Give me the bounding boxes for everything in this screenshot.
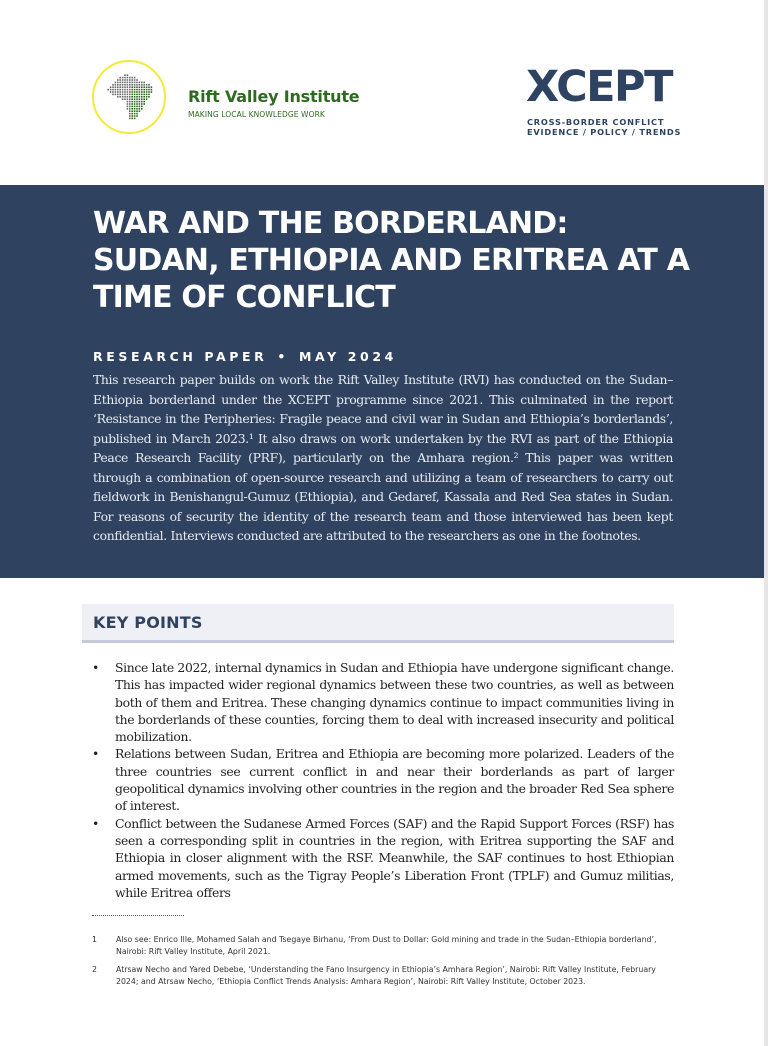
map-dot: [134, 110, 136, 112]
map-dot: [134, 101, 136, 103]
map-dot: [131, 91, 133, 93]
map-dot: [115, 94, 117, 96]
map-dot: [134, 89, 136, 91]
key-points-heading: KEY POINTS: [93, 613, 203, 632]
map-dot: [134, 91, 136, 93]
map-dot: [124, 79, 126, 81]
map-dot: [146, 86, 148, 88]
map-dot: [143, 82, 145, 84]
title-line-3: TIME OF CONFLICT: [93, 280, 395, 315]
doc-type: RESEARCH PAPER: [93, 349, 268, 364]
footnote-number: 2: [92, 965, 97, 974]
map-dot: [115, 91, 117, 93]
map-dot: [139, 96, 141, 98]
map-dot: [136, 103, 138, 105]
map-dot: [131, 77, 133, 79]
map-dot: [134, 86, 136, 88]
map-dot: [124, 98, 126, 100]
map-dot: [136, 113, 138, 115]
map-dot: [127, 74, 129, 76]
key-point-text: Since late 2022, internal dynamics in Sudan and Ethiopia have undergone significant change. This has impacted wider regional dynamics between these two countries, as well as between both of them and Eritrea. These changing dynamics continue to impact communities living in the borderlands of these counties, forcing them to deal with increased insecurity and political mobilization.: [115, 660, 674, 745]
map-dot: [124, 91, 126, 93]
map-dot: [129, 115, 131, 117]
bullet-icon: •: [92, 746, 99, 762]
key-point-text: Relations between Sudan, Eritrea and Ethiopia are becoming more polarized. Leaders of the three countries see current conflict in and near their borderlands as part of larger geopolitical dynamics involving other countries in the region and the broader Red Sea sphere of interest.: [115, 746, 674, 814]
map-dot: [141, 91, 143, 93]
map-dot: [141, 84, 143, 86]
map-dot: [131, 101, 133, 103]
map-dot: [134, 77, 136, 79]
paper-subhead: [93, 349, 397, 364]
map-dot: [117, 89, 119, 91]
map-dot: [151, 91, 153, 93]
rvi-logo: [92, 60, 164, 132]
map-dot: [143, 96, 145, 98]
map-dot: [119, 84, 121, 86]
map-dot: [127, 106, 129, 108]
map-dot: [148, 96, 150, 98]
key-point-item: [92, 815, 674, 901]
map-dot: [129, 113, 131, 115]
map-dot: [136, 101, 138, 103]
map-dot: [136, 106, 138, 108]
map-dot: [124, 77, 126, 79]
map-dot: [122, 86, 124, 88]
map-dot: [134, 108, 136, 110]
map-dot: [131, 113, 133, 115]
map-dot: [141, 86, 143, 88]
map-dot: [148, 91, 150, 93]
map-dot: [134, 96, 136, 98]
map-dot: [141, 82, 143, 84]
map-dot: [131, 84, 133, 86]
map-dot: [136, 89, 138, 91]
map-dot: [122, 96, 124, 98]
map-dot: [134, 118, 136, 120]
map-dot: [117, 94, 119, 96]
map-dot: [131, 86, 133, 88]
map-dot: [124, 86, 126, 88]
key-points-header: [82, 604, 674, 643]
map-dot: [127, 91, 129, 93]
map-dot: [127, 101, 129, 103]
map-dot: [151, 86, 153, 88]
map-dot: [139, 110, 141, 112]
map-dot: [131, 94, 133, 96]
map-dot: [139, 89, 141, 91]
map-dot: [107, 89, 109, 91]
key-points-list: [92, 659, 674, 901]
map-dot: [112, 91, 114, 93]
map-dot: [141, 98, 143, 100]
map-dot: [141, 106, 143, 108]
map-dot: [143, 91, 145, 93]
subhead-separator: •: [277, 349, 289, 364]
map-dot: [129, 108, 131, 110]
map-dot: [136, 91, 138, 93]
map-dot: [117, 82, 119, 84]
map-dot: [134, 82, 136, 84]
map-dot: [146, 89, 148, 91]
map-dot: [110, 91, 112, 93]
map-dot: [136, 82, 138, 84]
bullet-icon: •: [92, 815, 99, 831]
map-dot: [139, 82, 141, 84]
map-dot: [134, 106, 136, 108]
footnote-text: Atrsaw Necho and Yared Debebe, ‘Understanding the Fano Insurgency in Ethiopia’s Amhara Region’, Nairobi: Rift Valley Institute, February 2024; and Atrsaw Necho, ‘Ethiopia Conflict Trends Analysis: Amhara Region’, Nairobi: Rift Valley Institute, October 2023.: [116, 965, 656, 986]
map-dot: [127, 94, 129, 96]
map-dot: [139, 108, 141, 110]
map-dot: [143, 86, 145, 88]
map-dot: [124, 96, 126, 98]
map-dot: [131, 108, 133, 110]
map-dot: [146, 96, 148, 98]
map-dot: [129, 89, 131, 91]
map-dot: [115, 84, 117, 86]
map-dot: [143, 98, 145, 100]
xcept-subtitle-line-1: CROSS-BORDER CONFLICT: [527, 117, 665, 127]
map-dot: [146, 84, 148, 86]
map-dot: [122, 94, 124, 96]
map-dot: [134, 94, 136, 96]
map-dot: [129, 79, 131, 81]
map-dot: [131, 118, 133, 120]
paper-title: [93, 205, 733, 316]
map-dot: [117, 79, 119, 81]
map-dot: [127, 89, 129, 91]
footnote-rule: [92, 915, 184, 916]
map-dot: [110, 89, 112, 91]
map-dot: [129, 84, 131, 86]
map-dot: [129, 91, 131, 93]
map-dot: [136, 110, 138, 112]
map-dot: [117, 91, 119, 93]
map-dot: [124, 89, 126, 91]
intro-paragraph: This research paper builds on work the Rift Valley Institute (RVI) has conducted on the Sudan–Ethiopia borderland under the XCEPT programme since 2021. This culminated in the report ‘Resistance in the Peripheries: Fragile peace and civil war in Sudan and Ethiopia’s borderlands’, published in March 2023.¹ It also draws on work undertaken by the RVI as part of the Ethiopia Peace Research Facility (PRF), particularly on the Amhara region.² This paper was written through a combination of open-source research and utilizing a team of researchers to carry out fieldwork in Benishangul-Gumuz (Ethiopia), and Gedaref, Kassala and Red Sea states in Sudan. For reasons of security the identity of the research team and those interviewed has been kept confidential. Interviews conducted are attributed to the researchers as one in the footnotes.: [93, 372, 673, 543]
xcept-subtitle-line-2: EVIDENCE / POLICY / TRENDS: [527, 127, 682, 137]
map-dot: [129, 96, 131, 98]
map-dot: [129, 101, 131, 103]
map-dot: [122, 89, 124, 91]
map-dot: [139, 106, 141, 108]
map-dot: [127, 82, 129, 84]
map-dot: [119, 79, 121, 81]
map-dot: [119, 77, 121, 79]
map-dot: [112, 86, 114, 88]
map-dot: [136, 108, 138, 110]
map-dot: [119, 82, 121, 84]
map-dot: [119, 89, 121, 91]
map-dot: [112, 89, 114, 91]
map-dot: [151, 89, 153, 91]
map-dot: [119, 91, 121, 93]
map-dot: [124, 84, 126, 86]
key-point-text: Conflict between the Sudanese Armed Forces (SAF) and the Rapid Support Forces (RSF) has seen a corresponding split in countries in the region, with Eritrea supporting the SAF and Ethiopia in closer alignment with the RSF. Meanwhile, the SAF continues to host Ethiopian armed movements, such as the Tigray People’s Liberation Front (TPLF) and Gumuz militias, while Eritrea offers: [115, 815, 674, 900]
map-dot: [136, 98, 138, 100]
map-dot: [134, 98, 136, 100]
map-dot: [146, 98, 148, 100]
map-dot: [136, 79, 138, 81]
map-dot: [122, 98, 124, 100]
map-dot: [127, 77, 129, 79]
map-dot: [129, 82, 131, 84]
africa-dotted-map-icon: [92, 60, 164, 132]
map-dot: [131, 103, 133, 105]
map-dot: [122, 79, 124, 81]
map-dot: [134, 115, 136, 117]
map-dot: [141, 94, 143, 96]
map-dot: [127, 96, 129, 98]
map-dot: [129, 106, 131, 108]
map-dot: [143, 103, 145, 105]
map-dot: [134, 103, 136, 105]
map-dot: [136, 86, 138, 88]
map-dot: [141, 101, 143, 103]
map-dot: [143, 89, 145, 91]
map-dot: [139, 84, 141, 86]
map-dot: [112, 84, 114, 86]
map-dot: [131, 115, 133, 117]
map-dot: [131, 98, 133, 100]
map-dot: [122, 84, 124, 86]
map-dot: [119, 96, 121, 98]
map-dot: [122, 82, 124, 84]
map-dot: [141, 103, 143, 105]
map-dot: [129, 86, 131, 88]
publication-date: MAY 2024: [299, 349, 397, 364]
rvi-tagline: MAKING LOCAL KNOWLEDGE WORK: [188, 110, 325, 119]
map-dot: [127, 98, 129, 100]
map-dot: [143, 94, 145, 96]
map-dot: [131, 82, 133, 84]
footnote-2: [92, 964, 672, 988]
map-dot: [139, 103, 141, 105]
xcept-wordmark: XCEPT: [526, 62, 672, 112]
map-dot: [139, 94, 141, 96]
map-dot: [141, 89, 143, 91]
map-dot: [136, 94, 138, 96]
footnote-number: 1: [92, 935, 97, 944]
map-dot: [146, 94, 148, 96]
map-dot: [134, 84, 136, 86]
map-dot: [117, 96, 119, 98]
map-dot: [148, 86, 150, 88]
map-dot: [129, 118, 131, 120]
map-dot: [127, 86, 129, 88]
map-dot: [115, 86, 117, 88]
map-dot: [127, 84, 129, 86]
map-dot: [139, 101, 141, 103]
footnote-1: [92, 934, 672, 958]
map-dot: [122, 91, 124, 93]
map-dot: [131, 96, 133, 98]
map-dot: [141, 96, 143, 98]
map-dot: [127, 108, 129, 110]
map-dot: [148, 94, 150, 96]
map-dot: [143, 84, 145, 86]
map-dot: [134, 79, 136, 81]
map-dot: [129, 103, 131, 105]
map-dot: [127, 79, 129, 81]
map-dot: [115, 89, 117, 91]
map-dot: [136, 96, 138, 98]
map-dot: [134, 113, 136, 115]
map-dot: [127, 103, 129, 105]
bullet-icon: •: [92, 660, 99, 675]
map-dot: [117, 86, 119, 88]
map-dot: [129, 98, 131, 100]
map-dot: [143, 101, 145, 103]
map-dot: [139, 86, 141, 88]
map-dot: [131, 110, 133, 112]
map-dot: [117, 84, 119, 86]
rvi-name: Rift Valley Institute: [188, 87, 360, 106]
map-dot: [146, 91, 148, 93]
map-dot: [131, 79, 133, 81]
map-dot: [131, 89, 133, 91]
map-dot: [139, 98, 141, 100]
map-dot: [141, 108, 143, 110]
map-dot: [148, 89, 150, 91]
key-point-item: [92, 659, 674, 745]
map-dot: [139, 91, 141, 93]
map-dot: [112, 94, 114, 96]
map-dot: [124, 74, 126, 76]
map-dot: [124, 82, 126, 84]
page-edge: [764, 0, 768, 1046]
map-dot: [119, 86, 121, 88]
map-dot: [124, 94, 126, 96]
map-dot: [131, 106, 133, 108]
map-dot: [119, 94, 121, 96]
key-point-item: [92, 745, 674, 814]
map-dot: [129, 110, 131, 112]
title-line-1: WAR AND THE BORDERLAND:: [93, 206, 568, 241]
map-dot: [136, 84, 138, 86]
map-dot: [136, 115, 138, 117]
title-line-2: SUDAN, ETHIOPIA AND ERITREA AT A: [93, 243, 690, 278]
map-dot: [110, 86, 112, 88]
map-dot: [129, 77, 131, 79]
map-dot: [148, 84, 150, 86]
map-dot: [122, 77, 124, 79]
map-dot: [129, 94, 131, 96]
footnote-text: Also see: Enrico Ille, Mohamed Salah and Tsegaye Birhanu, ‘From Dust to Dollar: Gold mining and trade in the Sudan–Ethiopia borderland’, Nairobi: Rift Valley Institute, April 2021.: [116, 935, 657, 956]
map-dot: [115, 82, 117, 84]
